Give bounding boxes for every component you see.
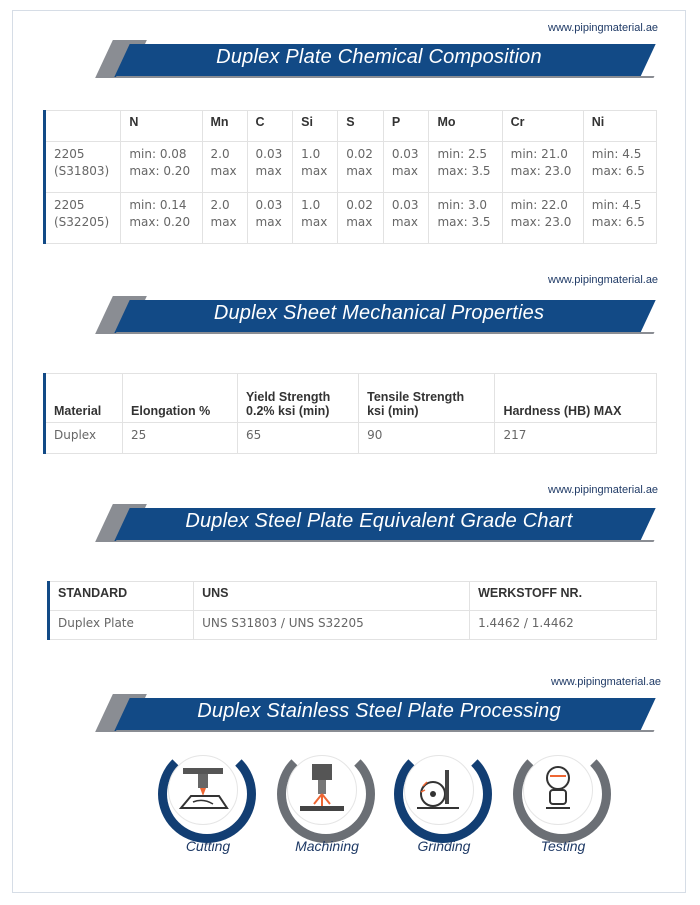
website-url[interactable]: www.pipingmaterial.ae: [548, 22, 659, 34]
table-cell: min: 2.5 max: 3.5: [429, 142, 502, 193]
grinding-icon: [404, 755, 474, 825]
table-cell: min: 0.14 max: 0.20: [121, 193, 202, 244]
column-header: P: [383, 111, 429, 142]
table-header-row: [45, 111, 657, 142]
table-header-row: [49, 582, 657, 611]
table-cell: min: 3.0 max: 3.5: [429, 193, 502, 244]
section-banner-composition: [104, 40, 654, 80]
table-header-row: [45, 374, 657, 423]
table-cell: Duplex Plate: [49, 611, 194, 640]
column-header: [45, 111, 121, 142]
process-item-machining: [272, 745, 382, 865]
column-header: Elongation %: [123, 374, 238, 423]
section-title: Duplex Plate Chemical Composition: [216, 46, 542, 68]
table-cell: 90: [359, 423, 495, 454]
table-cell: 0.02 max: [338, 142, 384, 193]
table-cell: 1.0 max: [293, 193, 338, 244]
table-cell: min: 0.08 max: 0.20: [121, 142, 202, 193]
table-cell: 217: [495, 423, 657, 454]
table-row: [45, 142, 657, 193]
process-label: Grinding: [417, 838, 471, 854]
column-header: S: [338, 111, 384, 142]
process-label: Testing: [540, 838, 586, 854]
table-cell: min: 4.5 max: 6.5: [583, 193, 656, 244]
processing-icons: [0, 745, 700, 865]
mechanical-table: [43, 373, 657, 454]
column-header: C: [247, 111, 293, 142]
table-cell: 65: [238, 423, 359, 454]
table-cell: 0.03 max: [247, 193, 293, 244]
equivalent-grade-table: [47, 581, 657, 640]
section-banner-processing: [104, 694, 654, 734]
table-cell: 0.03 max: [247, 142, 293, 193]
column-header: WERKSTOFF NR.: [470, 582, 657, 611]
column-header: Material: [45, 374, 123, 423]
process-label: Machining: [295, 838, 359, 854]
process-item-cutting: [153, 745, 263, 865]
table-cell: 1.4462 / 1.4462: [470, 611, 657, 640]
column-header: Ni: [583, 111, 656, 142]
table-cell: Duplex: [45, 423, 123, 454]
table-cell: 2.0 max: [202, 142, 247, 193]
table-cell: 2205 (S31803): [45, 142, 121, 193]
process-item-testing: [508, 745, 618, 865]
section-banner-mechanical: [104, 296, 654, 336]
table-cell: 25: [123, 423, 238, 454]
column-header: Cr: [502, 111, 583, 142]
table-row: [45, 193, 657, 244]
section-title: Duplex Sheet Mechanical Properties: [213, 302, 545, 324]
table-cell: 0.03 max: [383, 142, 429, 193]
column-header: Yield Strength 0.2% ksi (min): [238, 374, 359, 423]
table-cell: min: 22.0 max: 23.0: [502, 193, 583, 244]
column-header: Mn: [202, 111, 247, 142]
website-url[interactable]: www.pipingmaterial.ae: [551, 676, 662, 688]
column-header: STANDARD: [49, 582, 194, 611]
composition-table: [43, 110, 657, 244]
section-banner-equivalent: [104, 504, 654, 544]
table-cell: 0.03 max: [383, 193, 429, 244]
column-header: Si: [293, 111, 338, 142]
section-title: Duplex Stainless Steel Plate Processing: [197, 700, 561, 722]
table-row: [49, 611, 657, 640]
column-header: Tensile Strength ksi (min): [359, 374, 495, 423]
cutting-icon: [168, 755, 238, 825]
column-header: Mo: [429, 111, 502, 142]
website-url[interactable]: www.pipingmaterial.ae: [548, 484, 659, 496]
testing-icon: [523, 755, 593, 825]
table-cell: 0.02 max: [338, 193, 384, 244]
website-url[interactable]: www.pipingmaterial.ae: [548, 274, 659, 286]
table-row: [45, 423, 657, 454]
table-cell: min: 21.0 max: 23.0: [502, 142, 583, 193]
table-cell: 2205 (S32205): [45, 193, 121, 244]
process-item-grinding: [389, 745, 499, 865]
column-header: UNS: [194, 582, 470, 611]
table-cell: min: 4.5 max: 6.5: [583, 142, 656, 193]
column-header: N: [121, 111, 202, 142]
table-cell: 2.0 max: [202, 193, 247, 244]
section-title: Duplex Steel Plate Equivalent Grade Chart: [185, 510, 573, 532]
machining-icon: [287, 755, 357, 825]
table-cell: UNS S31803 / UNS S32205: [194, 611, 470, 640]
table-cell: 1.0 max: [293, 142, 338, 193]
column-header: Hardness (HB) MAX: [495, 374, 657, 423]
process-label: Cutting: [185, 838, 231, 854]
